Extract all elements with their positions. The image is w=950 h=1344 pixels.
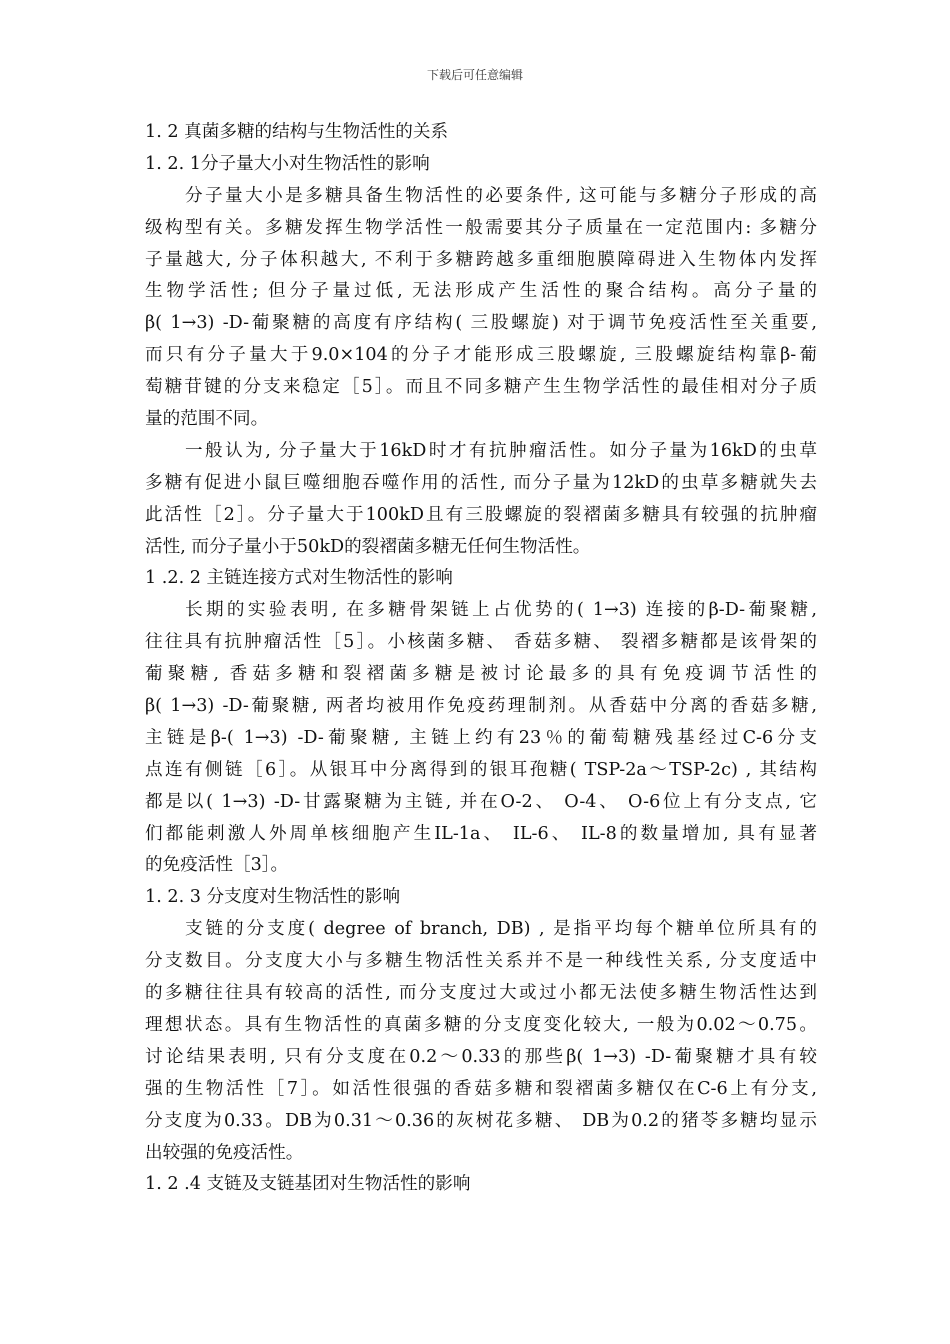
paragraph-line: 支链的分支度( degree of branch, DB) , 是指平均每个糖单位所具有的 bbox=[185, 919, 817, 940]
paragraph-line: 往往具有抗肿瘤活性［5］。小核菌多糖、 香菇多糖、 裂褶多糖都是该骨架的 bbox=[145, 632, 817, 653]
paragraph-line: 萄糖苷键的分支来稳定［5］。而且不同多糖产生生物学活性的最佳相对分子质 bbox=[145, 377, 817, 398]
section-heading: 1. 2 真菌多糖的结构与生物活性的关系 bbox=[145, 122, 449, 142]
section-heading: 1. 2. 1分子量大小对生物活性的影响 bbox=[145, 153, 430, 174]
paragraph-line: 量的范围不同。 bbox=[145, 409, 269, 430]
paragraph-line: 点连有侧链［6］。从银耳中分离得到的银耳孢糖( TSP-2a～TSP-2c) , 其结构 bbox=[145, 759, 817, 780]
paragraph-line: 强的生物活性［7］。如活性很强的香菇多糖和裂褶菌多糖仅在C-6上有分支, bbox=[145, 1078, 817, 1099]
paragraph-line: 分子量大小是多糖具备生物活性的必要条件, 这可能与多糖分子形成的高 bbox=[185, 185, 817, 206]
paragraph-line: 分支度为0.33。DB为0.31～0.36的灰树花多糖、 DB为0.2的猪苓多糖均显示 bbox=[145, 1110, 817, 1131]
paragraph-line: β( 1→3) -D-葡聚糖, 两者均被用作免疫药理制剂。从香菇中分离的香菇多糖, bbox=[145, 696, 817, 717]
paragraph-line: 多糖有促进小鼠巨噬细胞吞噬作用的活性, 而分子量为12kD的虫草多糖就失去 bbox=[145, 472, 817, 493]
section-heading: 1 .2. 2 主链连接方式对生物活性的影响 bbox=[145, 568, 453, 589]
paragraph-line: 子量越大, 分子体积越大, 不利于多糖跨越多重细胞膜障碍进入生物体内发挥 bbox=[145, 249, 817, 270]
paragraph-line: 活性, 而分子量小于50kD的裂褶菌多糖无任何生物活性。 bbox=[145, 536, 591, 557]
paragraph-line: 分支数目。分支度大小与多糖生物活性关系并不是一种线性关系, 分支度适中 bbox=[145, 951, 817, 972]
document-body bbox=[145, 117, 817, 1201]
paragraph-line: 的多糖往往具有较高的活性, 而分支度过大或过小都无法使多糖生物活性达到 bbox=[145, 983, 817, 1004]
paragraph-line: 长期的实验表明, 在多糖骨架链上占优势的( 1→3) 连接的β-D-葡聚糖, bbox=[185, 600, 817, 621]
paragraph-line: β( 1→3) -D-葡聚糖的高度有序结构( 三股螺旋) 对于调节免疫活性至关重要, bbox=[145, 313, 817, 334]
paragraph-line: 主链是β-( 1→3) -D-葡聚糖, 主链上约有23％的葡萄糖残基经过C-6分支 bbox=[145, 727, 817, 748]
paragraph-line: 葡聚糖, 香菇多糖和裂褶菌多糖是被讨论最多的具有免疫调节活性的 bbox=[145, 664, 817, 685]
paragraph-line: 此活性［2］。分子量大于100kD且有三股螺旋的裂褶菌多糖具有较强的抗肿瘤 bbox=[145, 504, 817, 525]
paragraph-line: 的免疫活性［3］。 bbox=[145, 855, 289, 876]
paragraph-line: 一般认为, 分子量大于16kD时才有抗肿瘤活性。如分子量为16kD的虫草 bbox=[185, 440, 817, 461]
paragraph-line: 讨论结果表明, 只有分支度在0.2～0.33的那些β( 1→3) -D-葡聚糖才具有较 bbox=[145, 1046, 817, 1067]
paragraph-line: 而只有分子量大于9.0×104的分子才能形成三股螺旋, 三股螺旋结构靠β-葡 bbox=[145, 345, 817, 366]
paragraph-line: 生物学活性; 但分子量过低, 无法形成产生活性的聚合结构。高分子量的 bbox=[145, 281, 817, 302]
section-heading: 1. 2. 3 分支度对生物活性的影响 bbox=[145, 887, 401, 908]
paragraph-line: 都是以( 1→3) -D-甘露聚糖为主链, 并在O-2、 O-4、 O-6位上有分支点, 它 bbox=[145, 791, 817, 812]
paragraph-line: 理想状态。具有生物活性的真菌多糖的分支度变化较大, 一般为0.02～0.75。 bbox=[145, 1014, 817, 1035]
paragraph-line: 级构型有关。多糖发挥生物学活性一般需要其分子质量在一定范围内: 多糖分 bbox=[145, 217, 817, 238]
paragraph-line: 们都能刺激人外周单核细胞产生IL-1a、 IL-6、 IL-8的数量增加, 具有显著 bbox=[145, 823, 817, 844]
page-header: 下载后可任意编辑 bbox=[426, 68, 523, 82]
section-heading: 1. 2 .4 支链及支链基团对生物活性的影响 bbox=[145, 1174, 471, 1195]
paragraph-line: 出较强的免疫活性。 bbox=[145, 1142, 304, 1163]
